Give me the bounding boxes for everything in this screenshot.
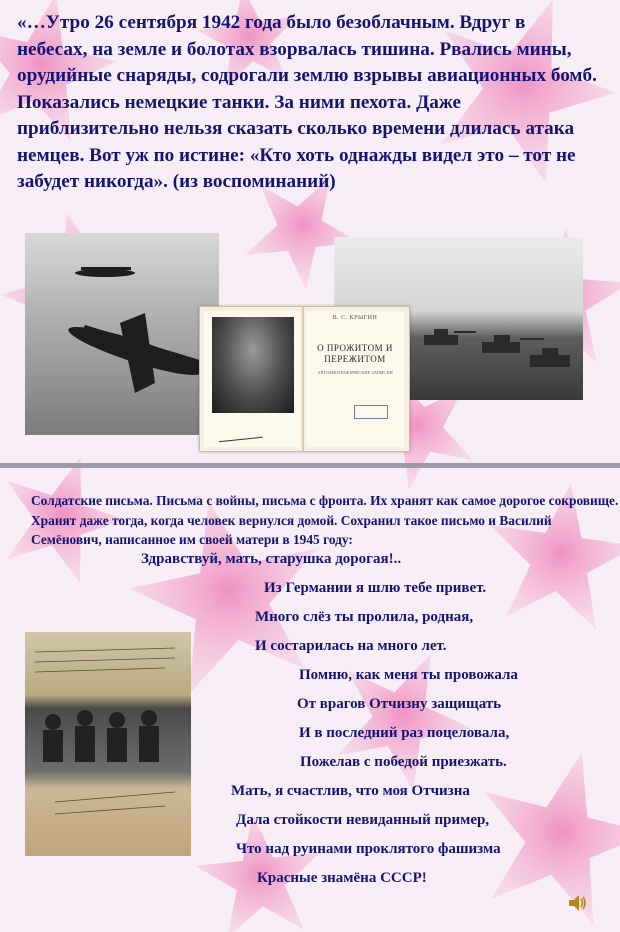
book-author: В. С. КРЫГИН [332,315,378,321]
speaker-icon[interactable] [566,892,588,914]
plane-silhouette-icon [25,233,219,435]
slide-divider [0,463,620,468]
poem-line-8: Пожелав с победой приезжать. [300,754,507,770]
poem-line-4: И состарилась на много лет. [255,638,447,654]
wartime-letters-photo [25,632,191,856]
poem-line-3: Много слёз ты пролила, родная, [255,609,474,625]
poem-line-2: Из Германии я шлю тебе привет. [264,580,487,596]
memoir-book-photo [199,306,410,452]
author-signature [217,421,263,443]
bottom-slide [0,469,620,932]
poem-line-5: Помню, как меня ты провожала [299,667,518,683]
memoir-quote-text: «…Утро 26 сентября 1942 года было безоблачным. Вдруг в небесах, на земле и болотах взорвалась тишина. Рвались мины, орудийные снаряды, содрогали землю взрывы авиационных бомб. Показались немецкие танки. За ними пехота. Даже приблизительно нельзя сказать сколько времени длилась атака немцев. Вот уж по истине: «Кто хоть однажды видел это – тот не забудет никогда». (из воспоминаний) [17,12,597,192]
poem-line-7: И в последний раз поцеловала, [299,725,510,741]
poem-line-10: Дала стойкости невиданный пример, [236,812,490,828]
top-slide [0,0,620,464]
book-subtitle: АВТОБИОГРАФИЧЕСКИЕ ЗАПИСКИ [317,370,393,375]
letters-intro-text: Солдатские письма. Письма с войны, письма с фронта. Их хранят как самое дорогое сокровище. Хранят даже тогда, когда человек вернулся домой. Сохранил такое письмо и Василий Семёнович, написанное им своей матери в 1945 году: [31,493,619,547]
bombers-photo [25,233,219,435]
poem-line-6: От врагов Отчизну защищать [297,696,502,712]
poem-line-11: Что над руинами проклятого фашизма [236,841,501,857]
book-title-page [306,311,404,447]
book-spine [302,307,304,451]
veteran-portrait [212,317,294,413]
book-title: О ПРОЖИТОМ И ПЕРЕЖИТОМ [317,343,393,364]
book-left-page [204,311,300,447]
poem-line-1: Здравствуй, мать, старушка дорогая!.. [141,551,402,567]
poem-line-12: Красные знамёна СССР! [257,870,427,886]
poem-line-9: Мать, я счастлив, что моя Отчизна [231,783,470,799]
soldiers-group-icon [25,632,191,856]
library-stamp [354,405,388,419]
